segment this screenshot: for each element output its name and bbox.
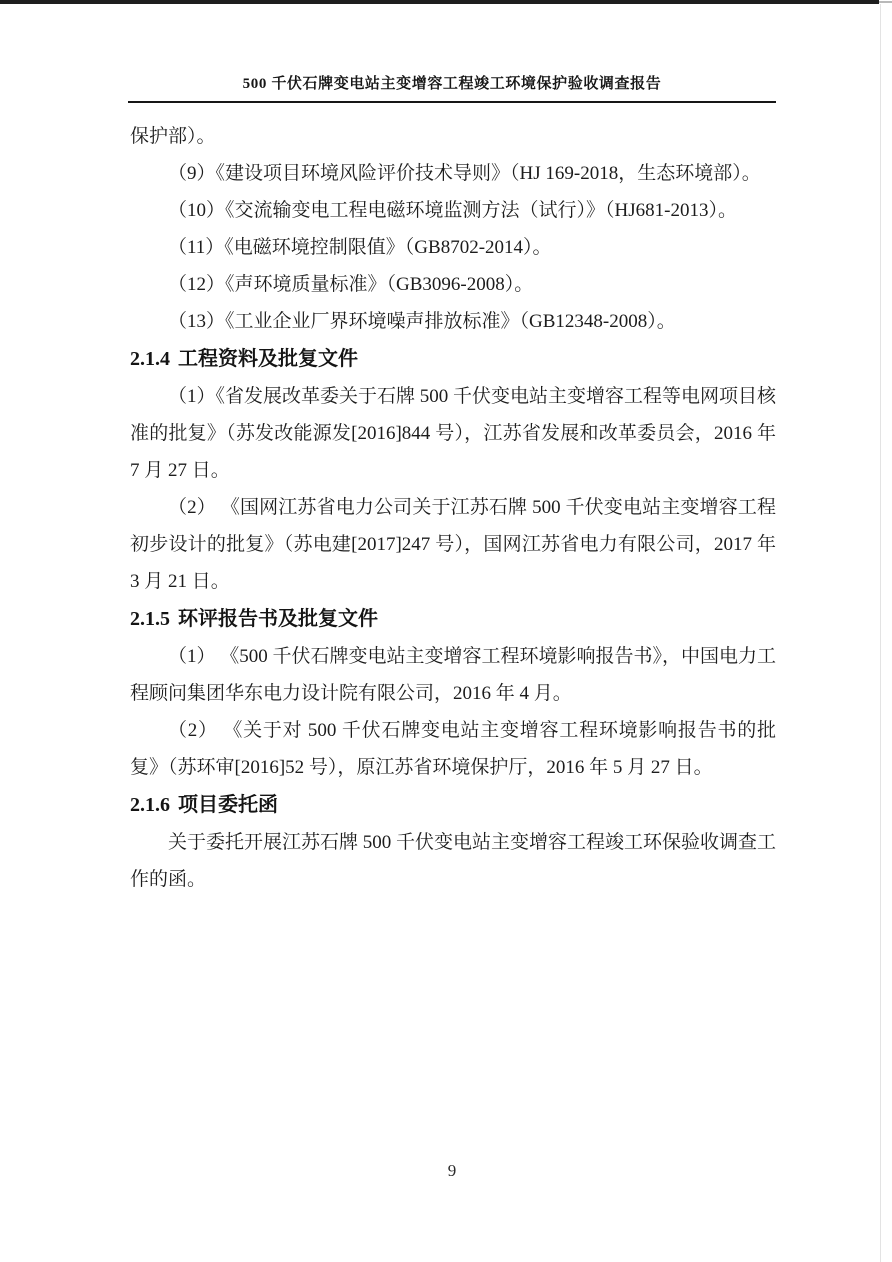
paragraph: 关于委托开展江苏石牌 500 千伏变电站主变增容工程竣工环保验收调查工作的函。 [130, 832, 777, 890]
section-title: 环评报告书及批复文件 [178, 608, 378, 630]
section-number: 2.1.5 [130, 608, 170, 630]
standard-list-item: （9）《建设项目环境风险评价技术导则》（HJ 169-2018，生态环境部）。 [168, 163, 761, 184]
paragraph: （2） 《国网江苏省电力公司关于江苏石牌 500 千伏变电站主变增容工程初步设计的批复》（苏电建[2017]247 号），国网江苏省电力有限公司，2017 年 3 月 21 日。 [130, 497, 776, 592]
document-body [130, 118, 776, 898]
page-footer [128, 1159, 776, 1183]
continuation-text: 保护部）。 [130, 126, 216, 147]
standard-list-item: （10）《交流输变电工程电磁环境监测方法（试行）》（HJ681-2013）。 [168, 200, 737, 221]
running-header-title: 500 千伏石牌变电站主变增容工程竣工环境保护验收调查报告 [242, 76, 662, 92]
paragraph: （2） 《关于对 500 千伏石牌变电站主变增容工程环境影响报告书的批复》（苏环审[2016]52 号），原江苏省环境保护厅，2016 年 5 月 27 日。 [130, 720, 776, 778]
section-number: 2.1.6 [130, 794, 170, 816]
page-number: 9 [447, 1161, 457, 1180]
section-title: 项目委托函 [178, 794, 278, 816]
section-heading-2-1-4 [130, 341, 776, 378]
scan-edge-right [880, 4, 881, 1262]
section-title: 工程资料及批复文件 [178, 348, 358, 370]
standard-list-item: （11）《电磁环境控制限值》（GB8702-2014）。 [168, 237, 552, 258]
section-heading-2-1-5 [130, 601, 776, 638]
standard-list-item: （13）《工业企业厂界环境噪声排放标准》（GB12348-2008）。 [168, 311, 676, 332]
section-heading-2-1-6 [130, 787, 776, 824]
scan-edge-top [0, 0, 879, 4]
section-number: 2.1.4 [130, 348, 170, 370]
paragraph: （1）《省发展改革委关于石牌 500 千伏变电站主变增容工程等电网项目核准的批复》（苏发改能源发[2016]844 号），江苏省发展和改革委员会，2016 年 7 月 27 日。 [130, 386, 777, 481]
header-rule [128, 101, 776, 103]
paragraph: （1） 《500 千伏石牌变电站主变增容工程环境影响报告书》，中国电力工程顾问集团华东电力设计院有限公司，2016 年 4 月。 [130, 646, 777, 704]
standard-list-item: （12）《声环境质量标准》（GB3096-2008）。 [168, 274, 534, 295]
